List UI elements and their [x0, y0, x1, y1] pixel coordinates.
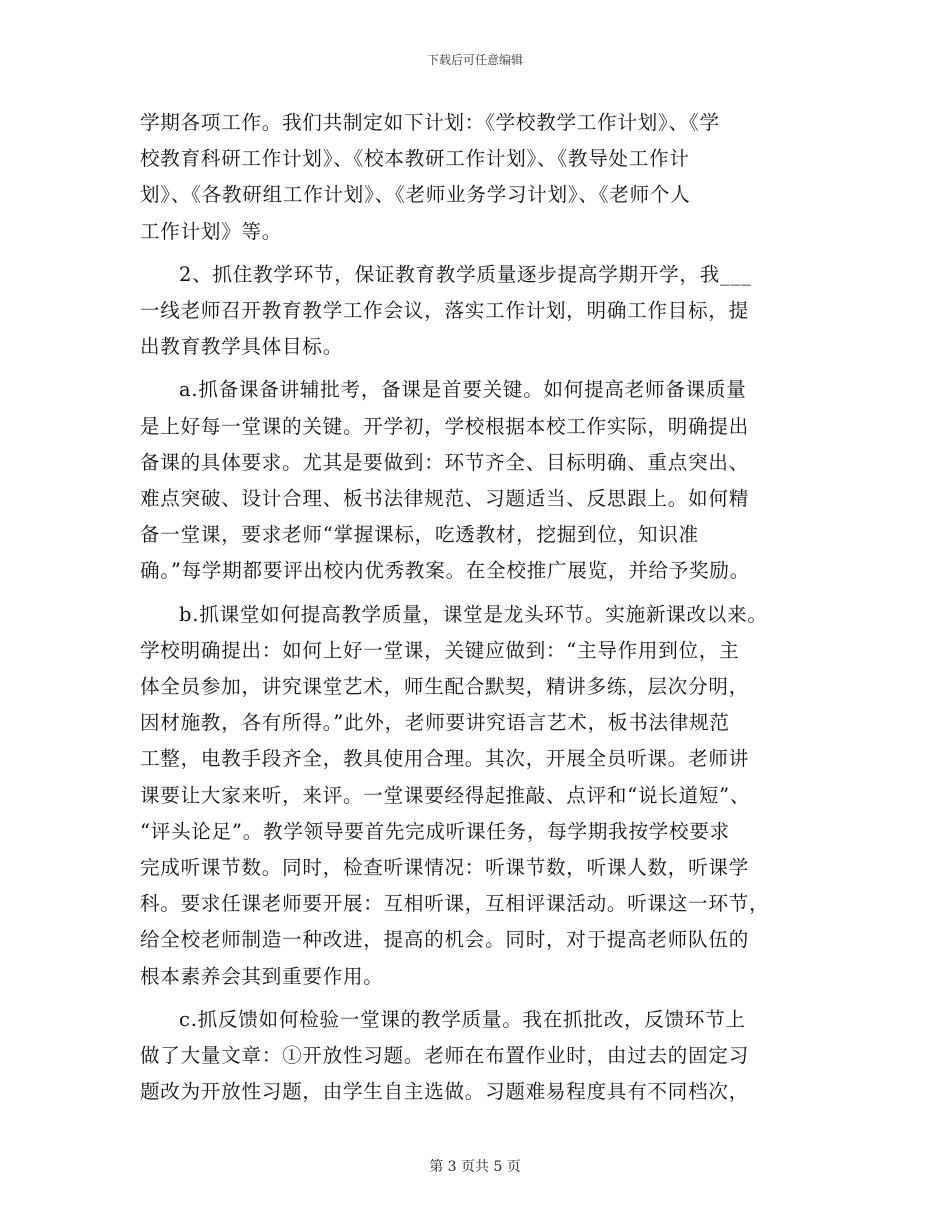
- text-line: 因材施教，各有所得。”此外，老师要讲究语言艺术，板书法律规范: [140, 711, 730, 735]
- text-line: 完成听课节数。同时，检查听课情况：听课节数，听课人数，听课学: [140, 856, 750, 880]
- text-line: 难点突破、设计合理、板书法律规范、习题适当、反思跟上。如何精: [140, 487, 750, 511]
- text-line: 体全员参加，讲究课堂艺术，师生配合默契，精讲多练，层次分明，: [140, 675, 750, 699]
- text-line: 一线老师召开教育教学工作会议，落实工作计划，明确工作目标，提: [140, 299, 750, 323]
- text-line: 出教育教学具体目标。: [140, 335, 344, 359]
- text-line: b.抓课堂如何提高教学质量，课堂是龙头环节。实施新课改以来。: [179, 602, 768, 626]
- text-line: a.抓备课备讲辅批考，备课是首要关键。如何提高老师备课质量: [179, 378, 747, 402]
- paragraph-feedback: [140, 1002, 810, 1111]
- text-line: 备课的具体要求。尤其是要做到：环节齐全、目标明确、重点突出、: [140, 450, 750, 474]
- paragraph-lesson-prep: [140, 372, 810, 589]
- text-line: c.抓反馈如何检验一堂课的教学质量。我在抓批改，反馈环节上: [179, 1007, 746, 1031]
- text-line: 备一堂课，要求老师“掌握课标，吃透教材，挖掘到位，知识准: [140, 523, 699, 547]
- text-line: 确。”每学期都要评出校内优秀教案。在全校推广展览，并给予奖励。: [140, 559, 751, 583]
- text-line: “评头论足”。教学领导要首先完成听课任务，每学期我按学校要求: [140, 819, 730, 843]
- page-header: 下载后可任意编辑: [426, 53, 523, 67]
- paragraph-classroom: [140, 597, 810, 995]
- text-line: 做了大量文章：①开放性习题。老师在布置作业时，由过去的固定习: [140, 1044, 750, 1068]
- text-line: 2、抓住教学环节，保证教育教学质量逐步提高学期开学，我___: [179, 262, 752, 286]
- text-line: 根本素养会其到重要作用。: [140, 964, 384, 988]
- text-line: 工整，电教手段齐全，教具使用合理。其次，开展全员听课。老师讲: [140, 747, 750, 771]
- text-line: 学校明确提出：如何上好一堂课，关键应做到：“主导作用到位，主: [140, 638, 740, 662]
- paragraph-teaching-links: [140, 257, 810, 366]
- page-number-footer: 第 3 页共 5 页: [429, 1159, 521, 1175]
- text-line: 给全校老师制造一种改进，提高的机会。同时，对于提高老师队伍的: [140, 928, 750, 952]
- text-line: 学期各项工作。我们共制定如下计划：《学校教学工作计划》、《学: [140, 111, 720, 134]
- text-line: 科。要求任课老师要开展：互相听课，互相评课活动。听课这一环节，: [140, 892, 770, 916]
- text-line: 工作计划》等。: [140, 219, 283, 243]
- document-body: [140, 105, 810, 1117]
- paragraph-work-plans: [140, 105, 810, 250]
- text-line: 是上好每一堂课的关键。开学初，学校根据本校工作实际，明确提出: [140, 414, 750, 438]
- text-line: 题改为开放性习题，由学生自主选做。习题难易程度具有不同档次，: [140, 1080, 750, 1104]
- text-line: 划》、《各教研组工作计划》、《老师业务学习计划》、《老师个人: [140, 183, 691, 207]
- text-line: 课要让大家来听，来评。一堂课要经得起推敲、点评和“说长道短”、: [140, 783, 751, 807]
- text-line: 校教育科研工作计划》、《校本教研工作计划》、《教导处工作计: [140, 147, 690, 171]
